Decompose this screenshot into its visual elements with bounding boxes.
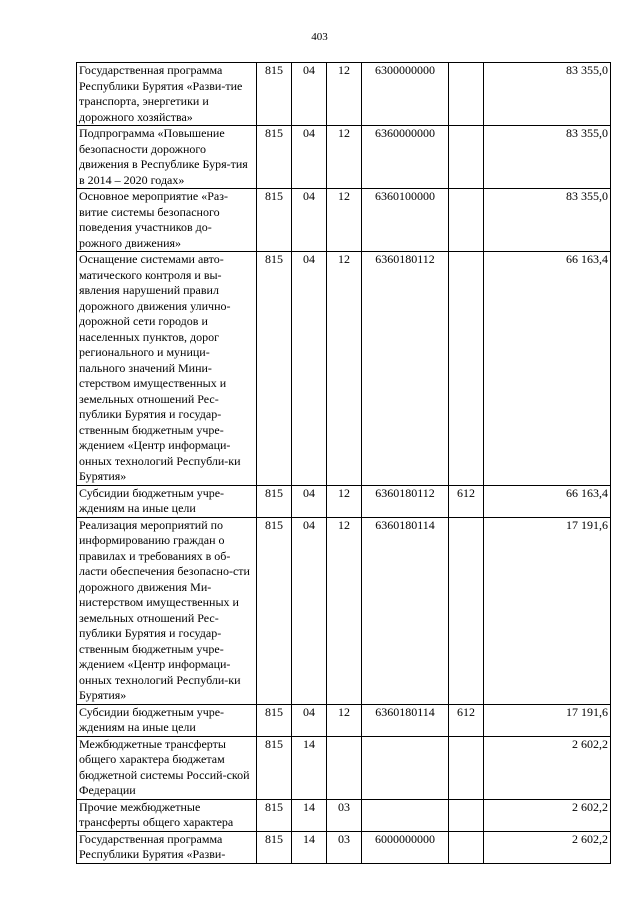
table-row: [77, 485, 611, 517]
row-target-article: 6360000000: [362, 126, 449, 189]
row-name: Оснащение системами авто-матического контроля и вы-явления нарушений правил дорожного движения улично-дорожной сети городов и населенных пунктов, дорог регионального и муници-пального значений Мини-стерством имущественных и земельных отношений Рес-публики Бурятия и государ-ственным бюджетным учре-ждением «Центр информаци-онных технологий Республи-ки Бурятия»: [77, 252, 257, 486]
row-admin-code: 815: [257, 831, 292, 863]
row-target-article: 6360180112: [362, 485, 449, 517]
row-section: 04: [292, 252, 327, 486]
row-name: Прочие межбюджетные трансферты общего характера: [77, 799, 257, 831]
row-name: Государственная программа Республики Бурятия «Разви-тие транспорта, энергетики и дорожного хозяйства»: [77, 63, 257, 126]
row-amount: 2 602,2: [484, 831, 611, 863]
row-section: 04: [292, 704, 327, 736]
row-section: 14: [292, 831, 327, 863]
row-amount: 17 191,6: [484, 517, 611, 704]
row-amount: 83 355,0: [484, 126, 611, 189]
table-row: [77, 799, 611, 831]
row-admin-code: 815: [257, 189, 292, 252]
row-subsection: 12: [327, 189, 362, 252]
row-expense-type: [449, 799, 484, 831]
row-admin-code: 815: [257, 704, 292, 736]
row-target-article: 6360100000: [362, 189, 449, 252]
row-expense-type: [449, 736, 484, 799]
row-expense-type: 612: [449, 704, 484, 736]
row-section: 04: [292, 517, 327, 704]
row-expense-type: [449, 63, 484, 126]
row-target-article: 6000000000: [362, 831, 449, 863]
row-admin-code: 815: [257, 126, 292, 189]
row-section: 14: [292, 736, 327, 799]
row-amount: 2 602,2: [484, 736, 611, 799]
row-subsection: 12: [327, 63, 362, 126]
row-section: 04: [292, 189, 327, 252]
row-subsection: 03: [327, 799, 362, 831]
page-number: 403: [311, 31, 328, 43]
row-admin-code: 815: [257, 517, 292, 704]
table-row: [77, 517, 611, 704]
row-admin-code: 815: [257, 63, 292, 126]
row-amount: 83 355,0: [484, 63, 611, 126]
row-expense-type: [449, 517, 484, 704]
row-target-article: [362, 736, 449, 799]
row-subsection: [327, 736, 362, 799]
row-admin-code: 815: [257, 799, 292, 831]
row-name: Реализация мероприятий по информированию граждан о правилах и требованиях в об-ласти обеспечения безопасно-сти дорожного движения Ми-нистерством имущественных и земельных отношений Рес-публики Бурятия и государ-ственным бюджетным учре-ждением «Центр информаци-онных технологий Республи-ки Бурятия»: [77, 517, 257, 704]
row-target-article: 6360180114: [362, 517, 449, 704]
row-amount: 66 163,4: [484, 252, 611, 486]
row-expense-type: [449, 189, 484, 252]
row-subsection: 12: [327, 252, 362, 486]
row-amount: 17 191,6: [484, 704, 611, 736]
row-amount: 66 163,4: [484, 485, 611, 517]
row-amount: 2 602,2: [484, 799, 611, 831]
row-section: 04: [292, 63, 327, 126]
row-target-article: [362, 799, 449, 831]
table-row: [77, 126, 611, 189]
row-subsection: 12: [327, 126, 362, 189]
table-row: [77, 189, 611, 252]
row-expense-type: [449, 252, 484, 486]
row-subsection: 12: [327, 704, 362, 736]
row-expense-type: 612: [449, 485, 484, 517]
row-subsection: 12: [327, 517, 362, 704]
table-row: [77, 704, 611, 736]
row-section: 04: [292, 126, 327, 189]
row-expense-type: [449, 126, 484, 189]
row-name: Субсидии бюджетным учре-ждениям на иные цели: [77, 485, 257, 517]
row-expense-type: [449, 831, 484, 863]
row-section: 04: [292, 485, 327, 517]
row-target-article: 6360180114: [362, 704, 449, 736]
row-subsection: 12: [327, 485, 362, 517]
row-name: Основное мероприятие «Раз-витие системы безопасного поведения участников до-рожного движения»: [77, 189, 257, 252]
row-admin-code: 815: [257, 736, 292, 799]
row-name: Государственная программа Республики Бурятия «Разви-: [77, 831, 257, 863]
row-target-article: 6360180112: [362, 252, 449, 486]
row-amount: 83 355,0: [484, 189, 611, 252]
row-target-article: 6300000000: [362, 63, 449, 126]
row-section: 14: [292, 799, 327, 831]
table-row: [77, 252, 611, 486]
table-row: [77, 736, 611, 799]
row-name: Субсидии бюджетным учре-ждениям на иные цели: [77, 704, 257, 736]
row-subsection: 03: [327, 831, 362, 863]
budget-table: [76, 62, 611, 864]
budget-table-body: [77, 63, 611, 864]
row-name: Подпрограмма «Повышение безопасности дорожного движения в Республике Буря-тия в 2014 – 2020 годах»: [77, 126, 257, 189]
row-admin-code: 815: [257, 252, 292, 486]
table-row: [77, 831, 611, 863]
table-row: [77, 63, 611, 126]
row-admin-code: 815: [257, 485, 292, 517]
row-name: Межбюджетные трансферты общего характера бюджетам бюджетной системы Россий-ской Федерации: [77, 736, 257, 799]
